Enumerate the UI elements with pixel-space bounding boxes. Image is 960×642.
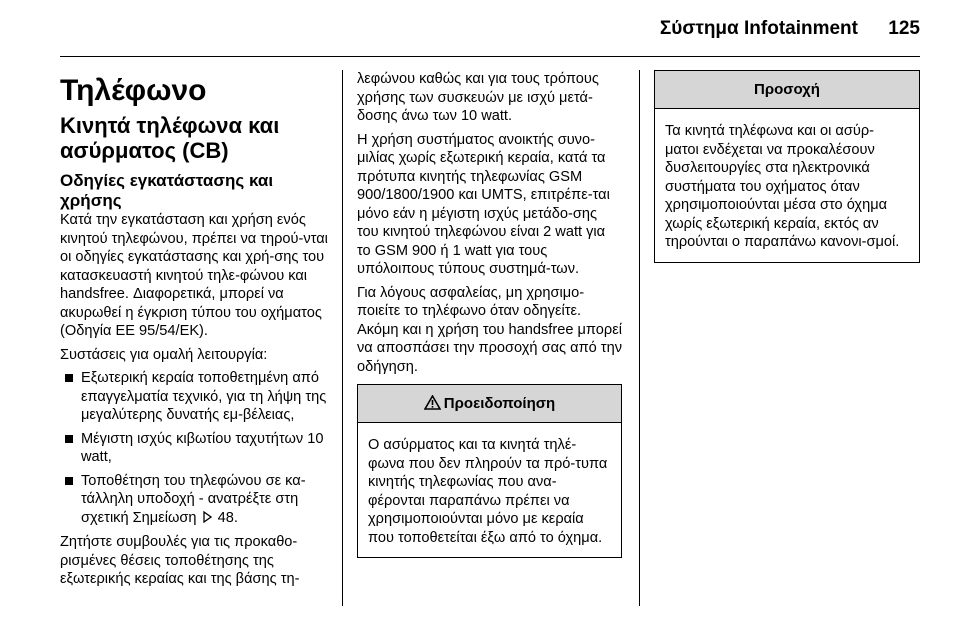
- warning-box-body: [358, 423, 621, 557]
- page-reference-link[interactable]: 48.: [217, 509, 238, 526]
- caution-text: Τα κινητά τηλέφωνα και οι ασύρ-ματοι ενδέχεται να προκαλέσουν δυσλειτουργίες στα ηλεκτρονικά συστήματα του οχήματος όταν χρησιμοποιούνται μέσα στο όχημα χωρίς εξωτερική κεραία, εκτός αν τηρούνται ο παραπάνω κανονι-σμοί.: [665, 123, 900, 250]
- list-item-text: Εξωτερική κεραία τοποθετημένη από επαγγελματία τεχνικό, για τη λήψη της μεγαλύτερης δυνατής εμ-βέλειας,: [81, 370, 327, 423]
- chapter-title: Σύστημα Infotainment: [659, 18, 858, 39]
- subsection-title: Κινητά τηλέφωνα και ασύρματος (CB): [60, 113, 280, 163]
- list-item: [60, 430, 330, 467]
- paragraph: Κατά την εγκατάσταση και χρήση ενός κινητού τηλεφώνου, πρέπει να τηρού-νται οι οδηγίες εγκατάστασης και χρή-σης του κατασκευαστή κινητού τηλε-φώνου και handsfree. Διαφορετικά, μπορεί να ακυρωθεί η έγκριση τύπου του οχήματος (Οδηγία ΕΕ 95/54/ΕΚ).: [60, 212, 328, 339]
- list-item: [60, 472, 330, 529]
- caution-box-header: [655, 71, 919, 109]
- paragraph: λεφώνου καθώς και για τους τρόπους χρήσης των συσκευών με ισχύ μετά-δοσης άνω των 10 watt.: [357, 71, 599, 124]
- column-left: [60, 60, 330, 594]
- caution-box: [654, 70, 920, 263]
- column-middle: [357, 70, 622, 558]
- warning-text: Ο ασύρματος και τα κινητά τηλέ-φωνα που δεν πληρούν τα πρό-τυπα κινητής τηλεφωνίας που ανα-φέρονται παραπάνω πρέπει να χρησιμοποιούνται μόνο με κεραία που τοποθετείται έξω από το όχημα.: [368, 437, 608, 546]
- paragraph: Η χρήση συστήματος ανοικτής συνο-μιλίας χωρίς εξωτερική κεραία, κατά τα πρότυπα κινητής τηλεφωνίας GSM 900/1800/1900 και UMTS, επιτρέπε-ται μόνο εάν η μέγιστη ισχύς μετάδο-σης του κινητού τηλεφώνου είναι 2 watt για το GSM 900 ή 1 watt για τους υπόλοιπους τύπους συστημά-των.: [357, 131, 610, 277]
- column-divider: [639, 70, 640, 606]
- caution-box-body: [655, 109, 919, 262]
- section-title: Τηλέφωνο: [60, 74, 207, 107]
- column-right: [654, 70, 920, 263]
- list-item: [60, 369, 330, 425]
- topic-title: Οδηγίες εγκατάστασης και χρήσης: [60, 171, 274, 210]
- square-bullet-icon: [65, 435, 73, 443]
- warning-box: [357, 384, 622, 558]
- square-bullet-icon: [65, 374, 73, 382]
- page-number: 125: [888, 18, 920, 39]
- warning-box-header: [358, 385, 621, 423]
- recommendations-list: [60, 369, 330, 528]
- paragraph: Συστάσεις για ομαλή λειτουργία:: [60, 346, 268, 363]
- column-divider: [342, 70, 343, 606]
- caution-box-title: Προσοχή: [754, 81, 820, 98]
- warning-triangle-icon: [424, 387, 441, 424]
- square-bullet-icon: [65, 477, 73, 485]
- list-item-text: Μέγιστη ισχύς κιβωτίου ταχυτήτων 10 watt,: [81, 430, 324, 465]
- paragraph: Για λόγους ασφαλείας, μη χρησιμο-ποιείτε το τηλέφωνο όταν οδηγείτε. Ακόμη και η χρήση του handsfree μπορεί να αποσπάσει την προσοχή σας από την οδήγηση.: [357, 284, 622, 375]
- reference-triangle-icon[interactable]: [203, 510, 212, 529]
- page-header: [0, 0, 960, 56]
- warning-box-title: Προειδοποίηση: [443, 395, 556, 412]
- header-divider: [60, 56, 920, 57]
- paragraph: Ζητήστε συμβουλές για τις προκαθο-ρισμένες θέσεις τοποθέτησης της εξωτερικής κεραίας και της βάσης τη-: [60, 534, 300, 587]
- list-item-text: Τοποθέτηση του τηλεφώνου σε κα-τάλληλη υποδοχή - ανατρέξτε στη σχετική Σημείωση: [81, 472, 306, 526]
